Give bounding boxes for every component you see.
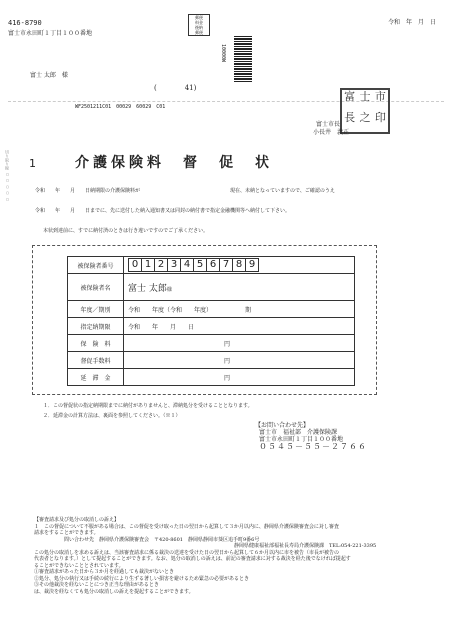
grievance-line: ①審査請求があった日から３か月を経過しても裁決がないとき <box>34 569 174 575</box>
due-date-label: 指定納期限 <box>68 318 124 335</box>
note-item: １．この督促状の指定納期限までに納付がありませんと、滞納処分を受けることとなります。 <box>43 403 253 409</box>
contact-phone: ０５４５－５５－２７６６ <box>259 442 367 451</box>
table-row <box>68 274 355 301</box>
body-paragraph-1b: 令和 年 月 日までに、先に送付した納入通知書又は同封の納付書で指定金融機関等へ納付して下さい。 <box>35 208 291 214</box>
issuer-title: 富士市長 <box>316 121 341 128</box>
seal-char: 士 <box>359 90 371 103</box>
body-paragraph-1: 令和 年 月 日納期限の介護保険料が 現在、未納となっていますので、ご確認のうえ <box>35 188 335 194</box>
fee-label: 督促手数料 <box>68 352 124 369</box>
contact-heading: 【お問い合わせ先】 <box>255 422 310 429</box>
insured-name-suffix: 様 <box>166 286 172 293</box>
digit-box: 7 <box>219 258 233 272</box>
period-value: 令和 年度（令和 年度） 期 <box>124 301 355 318</box>
insured-number-label: 被保険者番号 <box>68 257 124 274</box>
grievance-line: １ この督促について不服がある場合は、この督促を受け取った日の翌日から起算して３か月以内に、静岡県介護保険審査会に対し審査 <box>34 523 339 530</box>
table-row <box>68 301 355 318</box>
permit-line: 後納 <box>195 25 203 30</box>
contact-block <box>255 422 375 450</box>
grievance-line: ②処分、処分の執行又は手続の続行により生ずる著しい損害を避けるため緊急の必要があるとき <box>34 575 250 582</box>
table-row <box>68 318 355 335</box>
permit-line: 郵便 <box>195 30 203 35</box>
grievance-line: ③その他裁決を経ないことにつき正当な理由があるとき <box>34 582 159 588</box>
digit-box: 6 <box>206 258 220 272</box>
postal-code: 416-8790 <box>8 19 42 27</box>
seal-char: 富 <box>344 90 356 103</box>
official-seal-stamp <box>340 88 390 134</box>
mail-code: WF2501211C01 00029 60029 C01 <box>75 104 166 110</box>
insured-name: 富士 太郎 <box>128 283 167 294</box>
postage-permit-mark <box>188 14 210 36</box>
body-paragraph-2: 本状到達前に、すでに納付済のときは行き違いですのでご了承ください。 <box>43 228 209 234</box>
digit-box: 4 <box>180 258 194 272</box>
premium-unit: 円 <box>124 335 355 352</box>
fee-unit: 円 <box>124 352 355 369</box>
grievance-line: この処分の取消しを求める訴えは、当該審査請求に係る裁決の送達を受けた日の翌日から起算して６か月以内に市を被告（市長が被告の <box>34 549 340 556</box>
grievance-line: 静岡県健康福祉部福祉長寿局介護保険課 TEL:054-221-3395 <box>234 543 377 549</box>
premium-table <box>67 256 355 386</box>
seal-char: 市 <box>374 90 386 103</box>
note-item: ２．延滞金の計算方法は、裏面を参照してください。（※１） <box>43 412 181 419</box>
digit-box: 1 <box>141 258 155 272</box>
issue-date: 令和 年 月 日 <box>388 19 437 26</box>
insured-name-label: 被保険者名 <box>68 274 124 301</box>
cut-line-text: 切り取り線 ○ ○ ○ ○ ○ <box>5 150 10 202</box>
grievance-line: 請求をすることができます。 <box>34 530 99 536</box>
grievance-line: 【審査請求及び処分の取消しの訴え】 <box>34 517 120 523</box>
period-label: 年度／期別 <box>68 301 124 318</box>
seal-char: 長 <box>344 111 356 124</box>
grievance-line: 代表者となります。）として提起することができます。なお、処分の取消しの訴えは、前記の審査請求に対する裁決を経た後でなければ提起す <box>34 556 351 562</box>
digit-box: 8 <box>232 258 246 272</box>
due-date-value: 令和 年 月 日 <box>124 318 355 335</box>
notes <box>43 403 403 419</box>
permit-line: 郵便 <box>195 15 203 20</box>
insured-name-cell <box>124 274 355 301</box>
sender-address: 富士市永田町１丁目１００番地 <box>8 30 93 37</box>
recipient-name: 富士 太郎 様 <box>30 72 68 79</box>
digit-box: 3 <box>167 258 181 272</box>
insured-number-digits <box>128 258 350 272</box>
grievance-line: 問い合わせ先 静岡県介護保険審査会 〒420-8601 静岡県静岡市葵区追手町9番6号 <box>64 536 260 543</box>
delay-label: 延 滞 金 <box>68 369 124 386</box>
grievance-section <box>34 517 424 595</box>
digit-box: 0 <box>128 258 142 272</box>
delay-unit: 円 <box>124 369 355 386</box>
contact-dept: 富士市 福祉部 介護保険課 <box>259 429 338 436</box>
table-row <box>68 335 355 352</box>
barcode-number: 10000W <box>220 44 226 63</box>
premium-label: 保 険 料 <box>68 335 124 352</box>
insured-number-cell <box>124 257 355 274</box>
table-row <box>68 352 355 369</box>
grievance-line: ることができないこととされています。 <box>34 562 124 569</box>
page-marker: ( 41) <box>154 84 197 92</box>
seal-char: 之 <box>359 111 371 124</box>
page-title: 介護保険料 督 促 状 <box>75 155 273 171</box>
postal-barcode <box>234 36 252 82</box>
grievance-line: は、裁決を経なくても処分の取消しの訴えを提起することができます。 <box>34 588 194 595</box>
table-row <box>68 369 355 386</box>
table-row <box>68 257 355 274</box>
contact-address: 富士市永田町１丁目１００番地 <box>259 436 344 443</box>
digit-box: 9 <box>245 258 259 272</box>
permit-line: 料金 <box>195 20 203 25</box>
seal-char: 印 <box>374 111 386 124</box>
digit-box: 5 <box>193 258 207 272</box>
digit-box: 2 <box>154 258 168 272</box>
document-number: 1 <box>29 157 36 170</box>
issuer-name: 小長井 義正 <box>313 129 350 136</box>
